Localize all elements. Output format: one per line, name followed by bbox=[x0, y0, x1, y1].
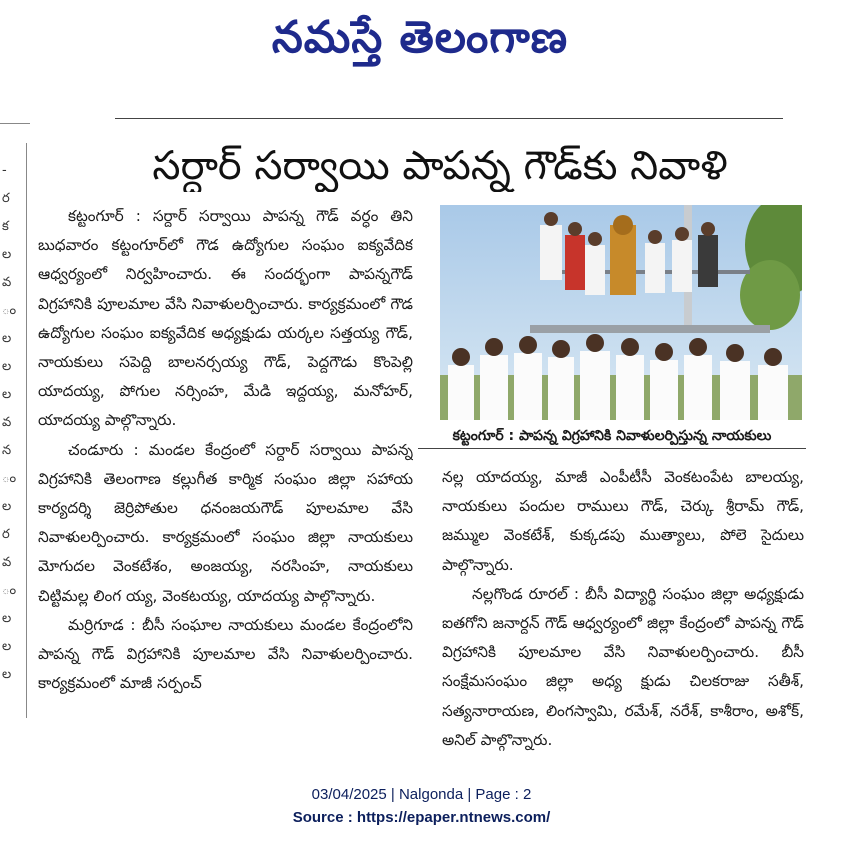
news-photo bbox=[440, 205, 802, 420]
article-column-left bbox=[38, 202, 413, 747]
gutter-mark: వ bbox=[2, 275, 12, 290]
article-paragraph: నల్ల యాదయ్య, మాజీ ఎంపీటీసీ వెంకటంపేట బాలయ్య, నాయకులు పందుల రాములు గౌడ్, చెర్కు శ్రీరామ్ గౌడ్, జమ్ముల వెంకటేశ్, కుక్కడపు ముత్యాలు, పోలె సైదులు పాల్గొన్నారు. bbox=[442, 468, 804, 574]
gutter-mark: ల bbox=[2, 639, 12, 654]
gutter-mark: ల bbox=[2, 667, 12, 682]
gutter-mark: ల bbox=[2, 499, 12, 514]
gutter-mark: న bbox=[2, 443, 12, 458]
gutter-mark: ర bbox=[2, 191, 10, 206]
article-paragraph: చండూరు : మండల కేంద్రంలో సర్దార్ సర్వాయి పాపన్న విగ్రహానికి తెలంగాణ కల్లుగీత కార్మిక సంఘం జిల్లా సహాయ కార్యదర్శి జెర్రిపోతుల ధనంజయగౌడ్ పూలమాల వేసి నివాళులర్పించారు. కార్యక్రమంలో సంఘం జిల్లా నాయకులు మోగుదల వెంకటేశం, అంజయ్య, నరసింహ, నాయకులు చిట్టిమల్ల లింగ య్య, వెంకటయ్య, యాదయ్య పాల్గొన్నారు. bbox=[38, 440, 413, 605]
photo-illustration bbox=[440, 205, 802, 420]
gutter-mark: ల bbox=[2, 611, 12, 626]
gutter-mark: ల bbox=[2, 247, 12, 262]
photo-caption: కట్టంగూర్ : పాపన్న విగ్రహానికి నివాళులర్పిస్తున్న నాయకులు bbox=[418, 424, 806, 449]
gutter-mark: క bbox=[2, 219, 9, 234]
article-column-right bbox=[442, 463, 804, 753]
newspaper-logo: నమస్తే తెలంగాణ bbox=[271, 12, 569, 63]
article-paragraph: కట్టంగూర్ : సర్దార్ సర్వాయి పాపన్న గౌడ్ వర్ధం తిని బుధవారం కట్టంగూర్‌లో గౌడ ఉద్యోగుల సంఘం ఐక్యవేదిక ఆధ్వర్యంలో నిర్వహించారు. ఈ సందర్భంగా పాపన్నగౌడ్ విగ్రహానికి పూలమాల వేసి నివాళులర్పించారు. కార్యక్రమంలో గౌడ ఉద్యోగుల సంఘం ఐక్యవేదిక అధ్యక్షుడు యర్కల సత్తయ్య గౌడ్, నాయకులు సపెద్ది బాలనర్సయ్య గౌడ్, పెద్దగౌడు కొంపెల్లి యాదయ్య, పోగుల నర్సింహ, మేడి ఇద్దయ్య, మనోహర్, యాదయ్య పాల్గొన్నారు. bbox=[38, 207, 413, 430]
gutter-mark: ం bbox=[2, 303, 17, 318]
gutter-mark: ర bbox=[2, 527, 10, 542]
article-paragraph: మర్రిగూడ : బీసీ సంఘాల నాయకులు మండల కేంద్రంలోని పాపన్న గౌడ్ విగ్రహానికి పూలమాల వేసి నివాళులర్పించారు. కార్యక్రమంలో మాజీ సర్పంచ్ bbox=[38, 615, 413, 693]
gutter-mark: - bbox=[2, 163, 7, 178]
gutter-mark: వ bbox=[2, 415, 12, 430]
footer-source: Source : https://epaper.ntnews.com/ bbox=[292, 809, 551, 826]
gutter-mark: ం bbox=[2, 583, 17, 598]
gutter-mark: ల bbox=[2, 387, 12, 402]
gutter-mark: వ bbox=[2, 555, 12, 570]
adjacent-column-clipping bbox=[2, 160, 22, 720]
gutter-mark: ం bbox=[2, 471, 17, 486]
gutter-mark: ల bbox=[2, 331, 12, 346]
top-divider bbox=[115, 118, 783, 119]
article-paragraph: నల్లగొండ రూరల్ : బీసీ విద్యార్థి సంఘం జిల్లా అధ్యక్షుడు ఐతగోని జనార్దన్ గౌడ్ ఆధ్వర్యంలో జిల్లా కేంద్రంలో పాపన్న గౌడ్ విగ్రహానికి పూలమాల వేసి నివాళులర్పించారు. బీసీ సంక్షేమసంఘం జిల్లా అధ్య క్షుడు చిలకరాజు సతీశ్, సత్యనారాయణ, లింగస్వామి, రమేశ్, నరేశ్, కాశీరాం, అశోక్, అనిల్ పాల్గొన్నారు. bbox=[442, 584, 804, 749]
edge-divider bbox=[26, 143, 27, 718]
footer-date-edition: 03/04/2025 | Nalgonda | Page : 2 bbox=[311, 786, 532, 803]
gutter-mark: ల bbox=[2, 359, 12, 374]
edge-divider-top bbox=[0, 123, 30, 124]
masthead bbox=[0, 0, 843, 78]
article-headline: సర్దార్ సర్వాయి పాపన్న గౌడ్‌కు నివాళి bbox=[152, 143, 728, 189]
